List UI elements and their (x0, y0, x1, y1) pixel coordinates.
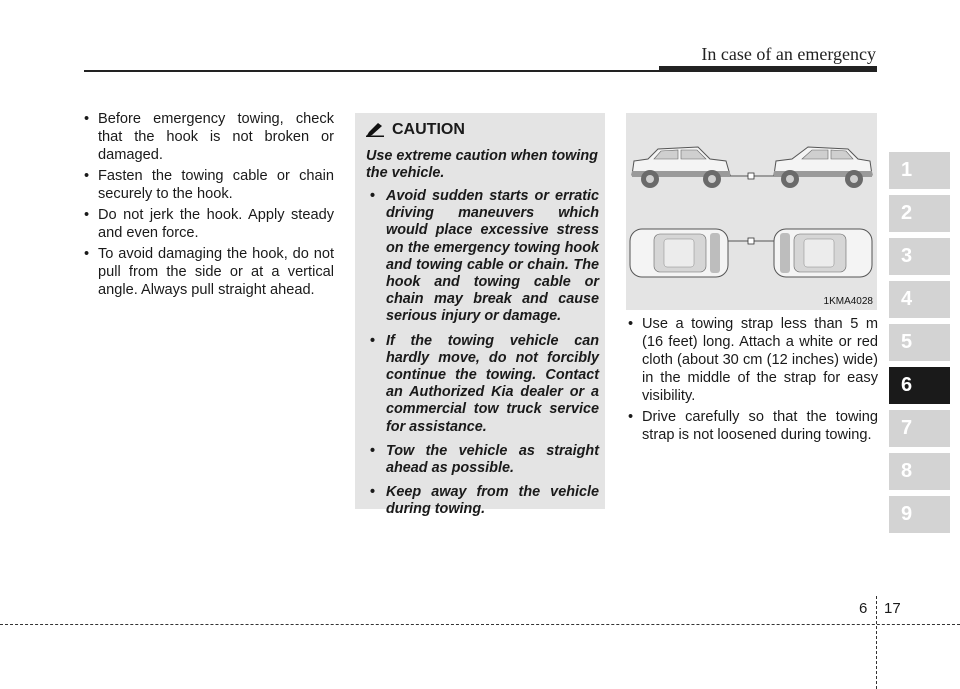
chapter-tab-1[interactable]: 1 (889, 152, 950, 189)
page-chapter-number: 6 (859, 600, 868, 617)
suv-side-view-icon (774, 147, 872, 188)
right-bullet-list (622, 315, 878, 444)
chapter-tab-9[interactable]: 9 (889, 496, 950, 533)
list-item: • Use a towing strap less than 5 m (16 feet) long. Attach a white or red cloth (about 30 cm (12 inches) wide) in the middle of the strap for easy visibility. (622, 315, 878, 405)
towing-diagram (626, 113, 877, 310)
caution-header (366, 120, 599, 140)
chapter-tab-2[interactable]: 2 (889, 195, 950, 232)
header-rule (84, 70, 659, 72)
figure-code: 1KMA4028 (823, 296, 873, 307)
left-bullet-list (78, 110, 334, 299)
caution-title: CAUTION (392, 121, 465, 138)
suv-top-view-icon (774, 229, 872, 277)
chapter-tab-8[interactable]: 8 (889, 453, 950, 490)
chapter-tab-5[interactable]: 5 (889, 324, 950, 361)
suv-top-view-icon (630, 229, 728, 277)
strap-flag (748, 173, 754, 179)
list-item: • Before emergency towing, check that the hook is not broken or damaged. (78, 110, 334, 164)
left-column (78, 110, 334, 302)
strap-flag (748, 238, 754, 244)
chapter-tab-4[interactable]: 4 (889, 281, 950, 318)
caution-item: • Avoid sudden starts or erratic driving maneuvers which would place excessive stress on the emergency towing hook and towing cable or chain. The hook and towing cable or chain may break and cause serious injury or damage. (366, 188, 599, 326)
caution-box (355, 113, 605, 518)
suv-side-view-icon (632, 147, 730, 188)
caution-list (366, 188, 599, 519)
list-item: • To avoid damaging the hook, do not pull from the side or at a vertical angle. Always pull straight ahead. (78, 245, 334, 299)
caution-item: • If the towing vehicle can hardly move, do not forcibly continue the towing. Contact an Authorized Kia dealer or a commercial tow truck service for assistance. (366, 333, 599, 436)
list-item: • Drive carefully so that the towing strap is not loosened during towing. (622, 408, 878, 444)
list-item: • Fasten the towing cable or chain securely to the hook. (78, 167, 334, 203)
caution-item: • Tow the vehicle as straight ahead as possible. (366, 443, 599, 477)
list-item: • Do not jerk the hook. Apply steady and even force. (78, 206, 334, 242)
caution-intro: Use extreme caution when towing the vehicle. (366, 148, 598, 181)
section-title: In case of an emergency (701, 44, 876, 64)
pencil-warning-icon (366, 123, 384, 137)
footer-divider (876, 596, 877, 689)
chapter-tabs (889, 152, 950, 539)
chapter-tab-6[interactable]: 6 (889, 367, 950, 404)
footer-rule (0, 624, 960, 625)
chapter-tab-3[interactable]: 3 (889, 238, 950, 275)
right-column (622, 315, 878, 447)
caution-item: • Keep away from the vehicle during towing. (366, 484, 599, 518)
chapter-tab-7[interactable]: 7 (889, 410, 950, 447)
page-number: 17 (884, 600, 901, 617)
header-rule-accent (659, 66, 877, 72)
towing-illustration (626, 113, 877, 310)
